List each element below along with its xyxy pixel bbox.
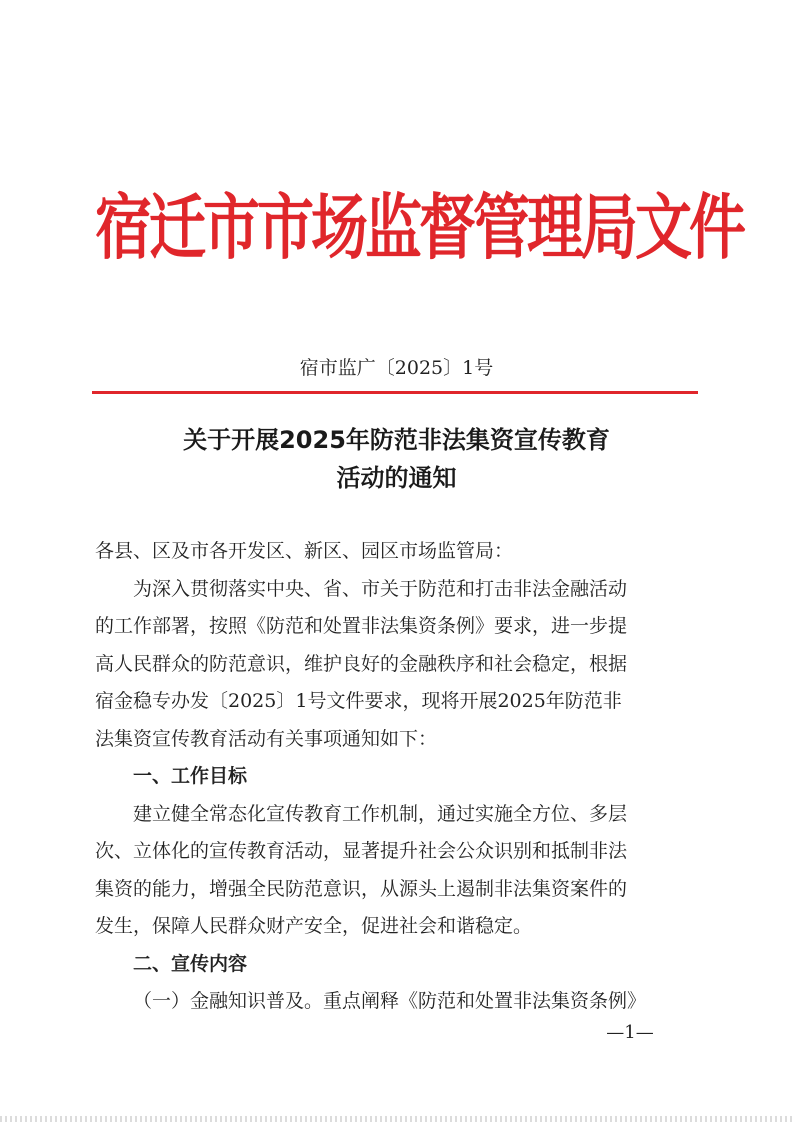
goals-line-3: 集资的能力，增强全民防范意识，从源头上遏制非法集资案件的 [95, 877, 628, 900]
red-divider-line [92, 391, 698, 394]
intro-line-1: 为深入贯彻落实中央、省、市关于防范和打击非法金融活动 [133, 577, 628, 600]
scan-edge-decoration [0, 1116, 793, 1122]
page-number: —1— [606, 1022, 654, 1043]
goals-line-1: 建立健全常态化宣传教育工作机制，通过实施全方位、多层 [133, 802, 628, 825]
document-number: 宿市监广〔2025〕1号 [299, 357, 494, 379]
document-title [0, 421, 793, 497]
intro-line-2: 的工作部署，按照《防范和处置非法集资条例》要求，进一步提 [95, 615, 628, 637]
goals-line-4: 发生，保障人民群众财产安全，促进社会和谐稳定。 [95, 915, 533, 937]
goals-line-2: 次、立体化的宣传教育活动，显著提升社会公众识别和抵制非法 [95, 840, 628, 862]
section-heading-content: 二、宣传内容 [133, 952, 248, 975]
org-header-title: 宿迁市市场监督管理局文件 [95, 186, 743, 270]
section-heading-goals: 一、工作目标 [133, 765, 248, 787]
document-title-line-1: 关于开展2025年防范非法集资宣传教育 [183, 426, 610, 454]
document-body [95, 533, 705, 1021]
content-line-1: （一）金融知识普及。重点阐释《防范和处置非法集资条例》 [133, 990, 647, 1012]
intro-line-4: 宿金稳专办发〔2025〕1号文件要求，现将开展2025年防范非 [95, 690, 622, 712]
salutation: 各县、区及市各开发区、新区、园区市场监管局： [95, 540, 514, 562]
intro-line-5: 法集资宣传教育活动有关事项通知如下： [95, 727, 438, 750]
document-title-line-2: 活动的通知 [336, 464, 457, 492]
intro-line-3: 高人民群众的防范意识，维护良好的金融秩序和社会稳定，根据 [95, 652, 628, 675]
